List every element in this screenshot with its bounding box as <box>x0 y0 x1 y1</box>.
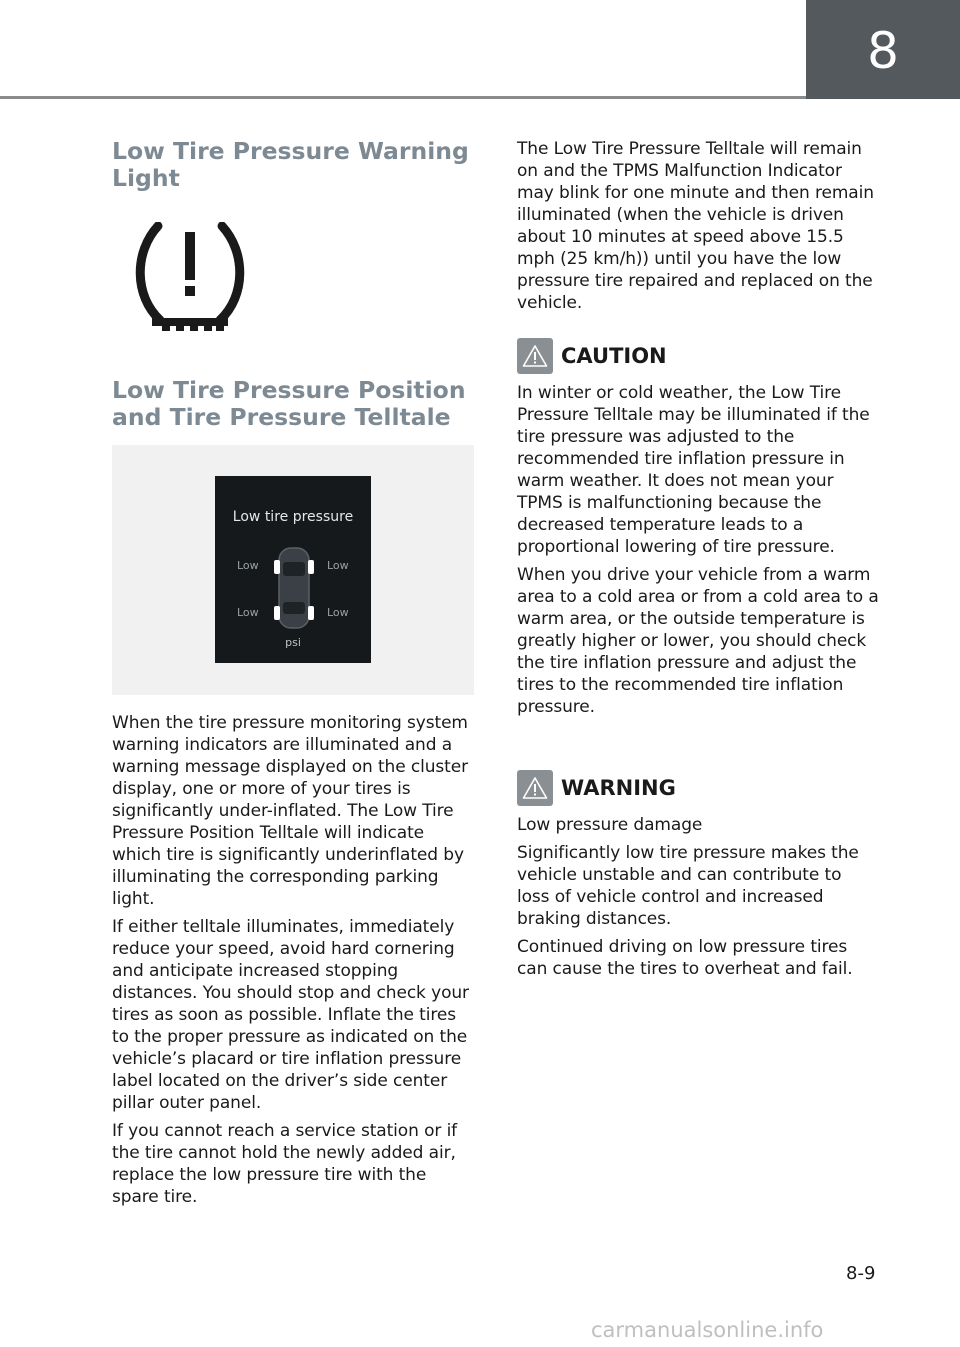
cluster-display <box>215 476 371 663</box>
rear-left-status: Low <box>237 606 259 619</box>
tpms-telltale-icon <box>130 222 250 337</box>
left-paragraph: If you cannot reach a service station or if the tire cannot hold the newly added air, replace the low pressure tire with the spare tire. <box>112 1121 458 1207</box>
tire-front-left-icon <box>274 560 280 574</box>
caution-paragraph: When you drive your vehicle from a warm area to a cold area or from a cold area to a warm area, or the outside temperature is greatly higher or lower, you should check the tire inflation pressure and adjust the tires to the recommended tire inflation pressure. <box>517 565 879 717</box>
section-title-warning-light: Low Tire Pressure Warning Light <box>112 137 469 192</box>
front-right-status: Low <box>327 559 349 572</box>
page-number: 8-9 <box>846 1263 876 1284</box>
caution-label: CAUTION <box>561 344 667 368</box>
left-paragraph: When the tire pressure monitoring system warning indicators are illuminated and a warning message displayed on the cluster display, one or more of your tires is significantly under-inflated. The Low Tire Pressure Position Telltale will indicate which tire is significantly underinflated by illuminating the corresponding parking light. <box>112 713 468 909</box>
warning-paragraph: Continued driving on low pressure tires can cause the tires to overheat and fail. <box>517 937 853 979</box>
pressure-unit: psi <box>285 636 301 649</box>
tire-rear-left-icon <box>274 606 280 620</box>
caution-paragraph: In winter or cold weather, the Low Tire Pressure Telltale may be illuminated if the tire pressure was adjusted to the recommended tire inflation pressure in warm weather. It does not mean your TPMS is malfunctioning because the decreased temperature leads to a proportional lowering of tire pressure. <box>517 383 870 557</box>
warning-header <box>517 770 879 806</box>
warning-subtitle: Low pressure damage <box>517 815 703 835</box>
watermark-link[interactable]: carmanualsonline.info <box>591 1318 824 1342</box>
chapter-tab: 8 <box>806 0 960 99</box>
intro-paragraph: The Low Tire Pressure Telltale will remain on and the TPMS Malfunction Indicator may blink for one minute and then remain illuminated (when the vehicle is driven about 10 minutes at speed above 15.5 mph (25 km/h)) until you have the low pressure tire repaired and replaced on the vehicle. <box>517 139 874 313</box>
rear-right-status: Low <box>327 606 349 619</box>
left-paragraph: If either telltale illuminates, immediately reduce your speed, avoid hard cornering and anticipate increased stopping distances. You should stop and check your tires as soon as possible. Inflate the tires to the proper pressure as indicated on the vehicle’s placard or tire inflation pressure label located on the driver’s side center pillar outer panel. <box>112 917 469 1113</box>
front-left-status: Low <box>237 559 259 572</box>
header-rule <box>0 96 806 99</box>
cluster-figure <box>112 445 474 695</box>
warning-label: WARNING <box>561 776 676 800</box>
car-top-view-icon <box>273 544 315 632</box>
section-title-position-telltale: Low Tire Pressure Position and Tire Pressure Telltale <box>112 376 466 431</box>
right-column <box>517 138 879 986</box>
tire-front-right-icon <box>308 560 314 574</box>
cluster-title: Low tire pressure <box>232 509 354 525</box>
tire-rear-right-icon <box>308 606 314 620</box>
caution-header <box>517 338 879 374</box>
warning-paragraph: Significantly low tire pressure makes the vehicle unstable and can contribute to loss of vehicle control and increased braking distances. <box>517 843 859 929</box>
warning-triangle-icon <box>517 770 553 806</box>
left-column <box>112 138 474 1214</box>
warning-triangle-icon <box>517 338 553 374</box>
